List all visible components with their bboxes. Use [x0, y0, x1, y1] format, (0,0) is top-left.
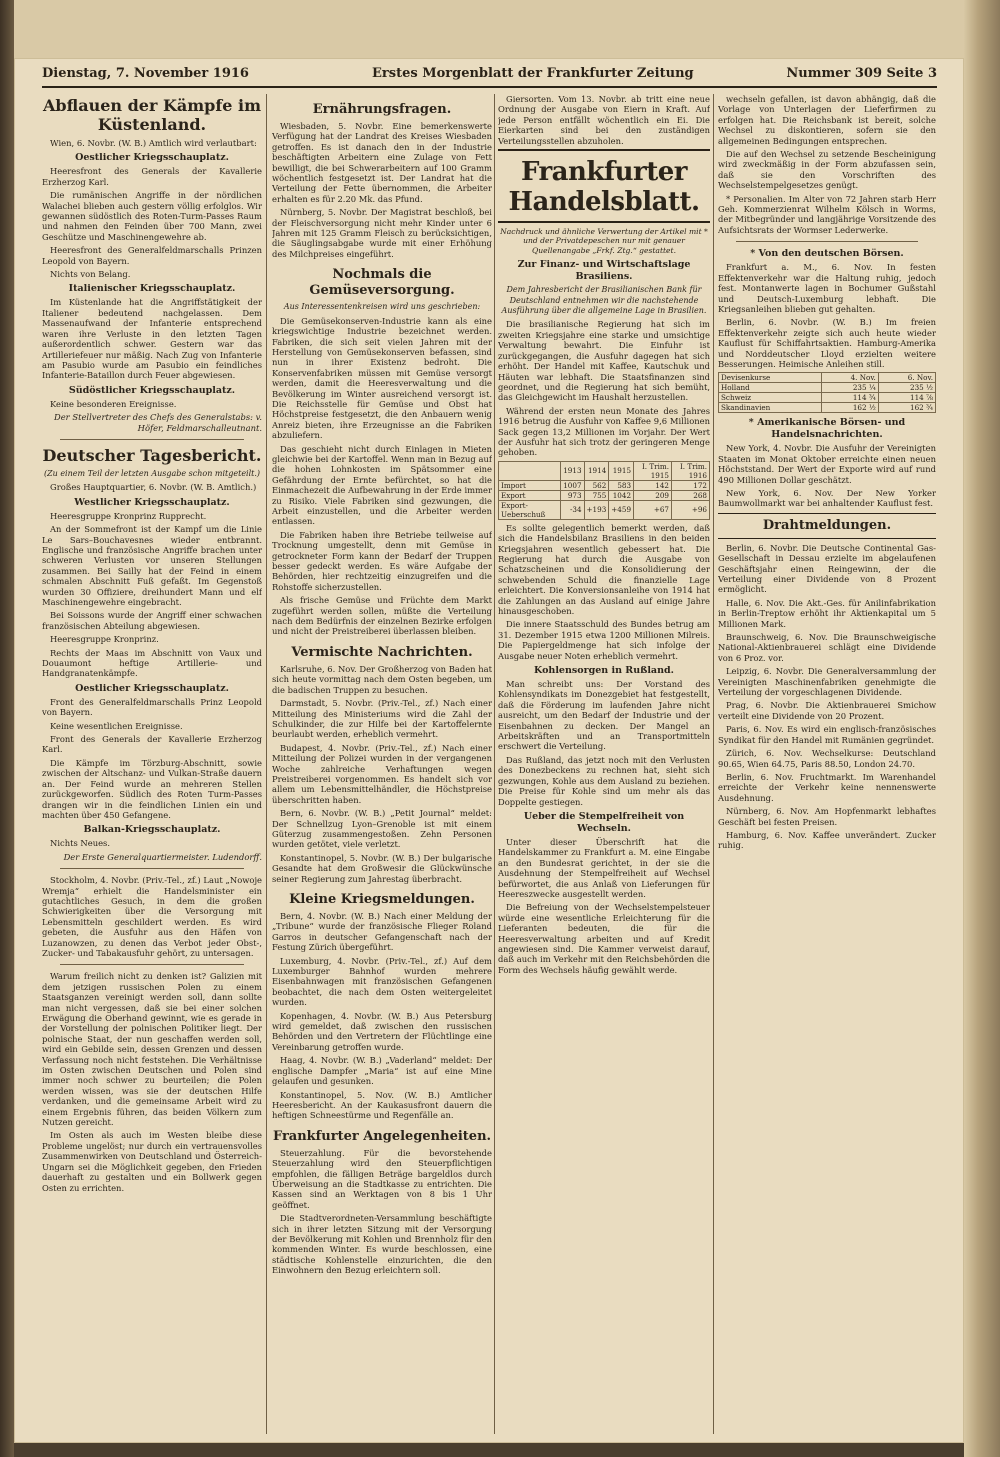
section-heading: Ueber die Stempelfreiheit von Wechseln.: [523, 810, 685, 834]
table-cell: 562: [584, 480, 609, 490]
paragraph: Die Gemüsekonserven-Industrie kann als eine kriegswichtige Industrie bezeichnet werden. Fabriken, die sich seit vielen Jahren mit der Herstellung von Gemüsekonserven befassen, sind nun in ihrer Existenz bedroht. Die Konservenfabriken müssen mit Gemüse versorgt werden, damit die Heeresverwaltung und die Bevölkerung im Winter ausreichend versorgt ist. Die Reichsstelle für Gemüse und Obst hat Höchstpreise festgesetzt, die den Anbauern wenig Anreiz bieten, ihre Erzeugnisse an die Fabriken abzuliefern.: [272, 315, 492, 441]
paragraph: * Personalien. Im Alter von 72 Jahren starb Herr Geh. Kommerzienrat Wilhelm Kölsch in Worms, der Mitbegründer und langjährige Vorsitzende des Aufsichtsrats der Wormser Lederwerke.: [718, 193, 936, 235]
section-heading: Oestlicher Kriegsschauplatz.: [75, 152, 229, 164]
table-cell: 114 ⅞: [878, 393, 935, 403]
paragraph: Die innere Staatsschuld des Bundes betrug am 31. Dezember 1915 etwa 1200 Millionen Milreis. Die Papiergeldmenge hat sich infolge der Ausgabe neuer Noten erheblich vermehrt.: [498, 619, 710, 661]
paragraph: Berlin, 6. Nov. Fruchtmarkt. Im Warenhandel erreichte der Verkehr keine nennenswerte Ausdehnung.: [718, 771, 936, 803]
table-header-cell: 6. Nov.: [878, 373, 935, 383]
headline-ernaehrung: Ernährungsfragen.: [312, 102, 452, 117]
handelsblatt-banner: [498, 149, 710, 223]
paragraph: Leipzig, 6. Novbr. Die Generalversammlung der Vereinigten Maschinenfabriken genehmigte die Verteilung der vorgeschlagenen Dividende.: [718, 666, 936, 698]
paragraph: Front des Generalfeldmarschalls Prinz Leopold von Bayern.: [42, 696, 262, 718]
headline-kuestenland: Abflauen der Kämpfe im Küstenland.: [42, 96, 261, 134]
table-cell: 235 ¼: [821, 383, 878, 393]
paragraph: wechseln gefallen, ist davon abhängig, daß die Vorlage von Unterlagen der Lieferfirmen zu erfolgen hat. Die Reichsbank ist bereit, solche Wechsel zu diskontieren, sofern sie den allgemeinen Bedingungen entsprechen.: [718, 94, 936, 146]
paragraph: Die auf den Wechsel zu setzende Bescheinigung wird zweckmäßig in der Form abzufassen sein, daß sie den Vorschriften des Wechselstempelgesetzes genügt.: [718, 149, 936, 191]
table-header-cell: 1915: [609, 461, 634, 480]
paragraph: Braunschweig, 6. Nov. Die Braunschweigische National-Aktienbrauerei schlägt eine Dividende von 6 Proz. vor.: [718, 632, 936, 663]
paragraph: Haag, 4. Novbr. (W. B.) „Vaderland“ meldet: Der englische Dampfer „Maria“ ist auf eine Mine gelaufen und gesunken.: [272, 1055, 492, 1087]
paragraph: Giersorten. Vom 13. Novbr. ab tritt eine neue Ordnung der Ausgabe von Eiern in Kraft. Auf jede Person entfällt wöchentlich ein Ei. Die Eierkarten sind bei den zuständigen Verteilungsstellen abzuholen.: [498, 94, 710, 146]
paragraph: Bei Soissons wurde der Angriff einer schwachen französischen Abteilung abgewiesen.: [42, 610, 262, 631]
page-stack-edge: [964, 0, 1000, 1457]
subheading: Dem Jahresbericht der Brasilianischen Bank für Deutschland entnehmen wir die nachstehende Ausführung über die allgemeine Lage in Brasilien.: [501, 285, 707, 316]
table-row: [499, 480, 710, 490]
paragraph: Darmstadt, 5. Novbr. (Priv.-Tel., zf.) Nach einer Mitteilung des Ministeriums wird die Zahl der Schulkinder, die zur Hilfe bei der Kartoffelernte beurlaubt werden, erheblich vermehrt.: [272, 698, 492, 740]
paragraph: Nichts Neues.: [50, 838, 111, 849]
table-cell: 1007: [561, 480, 584, 490]
paragraph: Keine besonderen Ereignisse.: [50, 398, 177, 409]
section-heading: Italienischer Kriegsschauplatz.: [68, 283, 236, 295]
table-cell: 142: [634, 480, 672, 490]
separator: [60, 964, 244, 965]
headline-kriegsmeldungen: Kleine Kriegsmeldungen.: [289, 892, 475, 907]
table-cell: 755: [584, 490, 609, 500]
paragraph: Heeresgruppe Kronprinz.: [50, 634, 159, 645]
subheading: Aus Interessentenkreisen wird uns geschrieben:: [283, 302, 481, 312]
table-header-cell: 4. Nov.: [821, 373, 878, 383]
issue-date: Dienstag, 7. November 1916: [42, 66, 249, 81]
paragraph: Es sollte gelegentlich bemerkt werden, daß sich die Handelsbilanz Brasiliens in den beiden Kriegsjahren wesentlich gebessert hat. Die Regierung hat durch die Ausgabe von Schatzscheinen und die Konsolidierung der schwebenden Schuld die finanzielle Lage erleichtert. Die Konversionsanleihe von 1914 hat die Zahlungen an das Ausland auf einige Jahre hinausgeschoben.: [498, 522, 710, 616]
table-row: [719, 383, 936, 393]
paragraph: Die Kämpfe im Törzburg-Abschnitt, sowie zwischen der Altschanz- und Vulkan-Straße dauern an. Der Feind wurde an mehreren Stellen zurückgeworfen. Südlich des Roten Turm-Passes drangen wir in die feindlichen Linien ein und machten über 450 Gefangene.: [42, 757, 262, 820]
table-cell: +459: [609, 500, 634, 519]
paragraph: Zürich, 6. Nov. Wechselkurse: Deutschland 90.65, Wien 64.75, Paris 88.50, London 24.70.: [718, 748, 936, 769]
table-cell: Export: [499, 490, 561, 500]
separator: [736, 241, 918, 242]
table-cell: 268: [672, 490, 710, 500]
paragraph: Frankfurt a. M., 6. Nov. In festen Effektenverkehr war die Haltung ruhig, jedoch fest. Montanwerte lagen in Bochumer Gußstahl und Deutsch-Luxemburg lebhaft. Die Kriegsanleihen blieben gut gehalten.: [718, 262, 936, 314]
paragraph: Rechts der Maas im Abschnitt von Vaux und Douaumont heftige Artillerie- und Handgranatenkämpfe.: [42, 647, 262, 679]
paragraph: Heeresgruppe Kronprinz Rupprecht.: [50, 510, 207, 521]
page-number: Nummer 309 Seite 3: [786, 66, 937, 81]
table-cell: 1042: [609, 490, 634, 500]
paragraph: Großes Hauptquartier, 6. Novbr. (W. B. Amtlich.): [50, 482, 257, 493]
paragraph: Paris, 6. Nov. Es wird ein englisch-französisches Syndikat für den Handel mit Rumänien gegründet.: [718, 724, 936, 745]
paragraph: New York, 4. Novbr. Die Ausfuhr der Vereinigten Staaten im Monat Oktober erreichte einen neuen Höchststand. Der Wert der Exporte wird auf rund 490 Millionen Dollar geschätzt.: [718, 443, 936, 485]
trade-table: [498, 461, 710, 520]
section-heading: * Von den deutschen Börsen.: [750, 248, 904, 260]
copyright-note: Nachdruck und ähnliche Verwertung der Artikel mit * und der Privatdepeschen nur mit genauer Quellenangabe „Frkf. Ztg.“ gestattet.: [500, 227, 708, 255]
table-cell: 162 ½: [821, 403, 878, 413]
table-cell: +193: [584, 500, 609, 519]
table-cell: -34: [561, 500, 584, 519]
section-heading: Zur Finanz- und Wirtschaftslage Brasiliens.: [517, 259, 691, 283]
headline-handelsblatt: Frankfurter Handelsblatt.: [508, 157, 700, 218]
column-1: [42, 94, 262, 1434]
column-3: [498, 94, 710, 1434]
column-rule: [494, 94, 495, 1434]
signature: Der Erste Generalquartiermeister. Ludendorff.: [63, 851, 262, 862]
separator: [60, 439, 244, 440]
paragraph: Die brasilianische Regierung hat sich im zweiten Kriegsjahre eine starke und umsichtige Verwaltung bewahrt. Die Einfuhr ist zurückgegangen, die Ausfuhr dagegen hat sich erhöht. Der Handel mit Kaffee, Kautschuk und Häuten war lebhaft. Die Staatsfinanzen sind geordnet, und die Regierung hat sich bemüht, das Gleichgewicht im Haushalt herzustellen.: [498, 319, 710, 403]
paragraph: Im Osten als auch im Westen bleibe diese Probleme ungelöst; nur durch ein vertrauensvolles Zusammenwirken von Deutschland und Österreich-Ungarn sei die Möglichkeit gegeben, den Frieden dauerhaft zu gestalten und ein Bollwerk gegen Osten zu errichten.: [42, 1130, 262, 1193]
section-heading: Südöstlicher Kriegsschauplatz.: [68, 384, 236, 396]
drahtmeldungen-banner: [718, 513, 936, 539]
table-header-cell: 1913: [561, 461, 584, 480]
paragraph: Budapest, 4. Novbr. (Priv.-Tel., zf.) Nach einer Mitteilung der Polizei wurden in der vergangenen Woche zahlreiche Verhaftungen wegen Preistreiberei vorgenommen. Es handelt sich vor allem um Lebensmittelhändler, die Höchstpreise überschritten haben.: [272, 742, 492, 805]
table-cell: 583: [609, 480, 634, 490]
paragraph: Heeresfront des Generals der Kavallerie Erzherzog Karl.: [42, 166, 262, 187]
masthead-rule: [42, 86, 937, 88]
table-header-cell: [499, 461, 561, 480]
separator: [60, 868, 244, 869]
paragraph: Die rumänischen Angriffe in der nördlichen Walachei blieben auch gestern völlig erfolglos. Wir gewannen südöstlich des Roten-Turm-Passes Raum und nahmen den Feinden über 700 Mann, zwei Geschütze und Maschinengewehre ab.: [42, 190, 262, 242]
table-cell: Schweiz: [719, 393, 822, 403]
headline-gemuese: Nochmals die Gemüseversorgung.: [309, 267, 455, 299]
table-header-cell: I. Trim. 1915: [634, 461, 672, 480]
table-cell: 162 ¾: [878, 403, 935, 413]
section-heading: Oestlicher Kriegsschauplatz.: [75, 682, 229, 694]
section-heading: * Amerikanische Börsen- und Handelsnachrichten.: [748, 417, 906, 441]
paragraph: Während der ersten neun Monate des Jahres 1916 betrug die Ausfuhr von Kaffee 9,6 Millionen Sack gegen 13,2 Millionen im Vorjahr. Der Wert der Ausfuhr hat sich trotz der geringeren Menge gehoben.: [498, 405, 710, 458]
paragraph: Luxemburg, 4. Novbr. (Priv.-Tel., zf.) Auf dem Luxemburger Bahnhof wurden mehrere Eisenbahnwagen mit französischen Gefangenen beobachtet, die nach dem Osten weitergeleitet wurden.: [272, 955, 492, 1008]
paragraph: Bern, 4. Novbr. (W. B.) Nach einer Meldung der „Tribune“ wurde der französische Flieger Roland Garros in deutscher Gefangenschaft nach der Festung Zürich übergeführt.: [272, 911, 492, 953]
paragraph: Kopenhagen, 4. Novbr. (W. B.) Aus Petersburg wird gemeldet, daß zwischen den russischen Behörden und den Vertretern der Flüchtlinge eine Vereinbarung getroffen wurde.: [272, 1010, 492, 1052]
column-4: [718, 94, 936, 1434]
table-header-cell: Devisenkurse: [719, 373, 822, 383]
section-heading: Balkan-Kriegsschauplatz.: [83, 824, 221, 836]
headline-tagesbericht: Deutscher Tagesbericht.: [42, 445, 262, 465]
table-cell: 235 ½: [878, 383, 935, 393]
table-cell: Holland: [719, 383, 822, 393]
masthead: [42, 62, 937, 84]
table-cell: Export-Ueberschuß: [499, 500, 561, 519]
table-cell: 209: [634, 490, 672, 500]
table-header-cell: 1914: [584, 461, 609, 480]
table-cell: Skandinavien: [719, 403, 822, 413]
paragraph: Im Küstenlande hat die Angriffstätigkeit der Italiener bedeutend nachgelassen. Dem Massenaufwand der Infanterie entsprechend waren ihre Verluste in den letzten Tagen außerordentlich schwer. Gestern war das Artilleriefeuer nur mäßig. Nach Zug von Infanterie am Pasubio wurde am Pasubio ein feindliches Infanterie-Bataillon durch Feuer abgewiesen.: [42, 297, 262, 381]
paragraph: Nichts von Belang.: [50, 269, 131, 280]
table-row: [499, 500, 710, 519]
table-header-row: [719, 373, 936, 383]
paragraph: Hamburg, 6. Nov. Kaffee unverändert. Zucker ruhig.: [718, 829, 936, 851]
table-cell: +96: [672, 500, 710, 519]
paragraph: Als frische Gemüse und Früchte dem Markt zugeführt werden sollen, müßte die Verteilung nach dem Bedürfnis der einzelnen Bezirke erfolgen und nicht der Preistreiberei überlassen bleiben.: [272, 595, 492, 637]
headline-frankfurter-angelegenheiten: Frankfurter Angelegenheiten.: [272, 1128, 492, 1144]
paragraph: An der Sommefront ist der Kampf um die Linie Le Sars–Bouchavesnes wieder entbrannt. Englische und französische Angriffe brachen unter schweren Verlusten vor unseren Stellungen zusammen. Bei Sailly hat der Feind in einem schmalen Abschnitt Fuß gefaßt. Im Gegenstoß wurden 30 Offiziere, dreihundert Mann und elf Maschinengewehre eingebracht.: [42, 524, 262, 607]
section-heading: Westlicher Kriegsschauplatz.: [74, 496, 230, 508]
table-cell: +67: [634, 500, 672, 519]
signature: Der Stellvertreter des Chefs des Generalstabs: v. Höfer, Feldmarschalleutnant.: [54, 412, 262, 433]
paragraph: Steuerzahlung. Für die bevorstehende Steuerzahlung wird den Steuerpflichtigen empfohlen, die fälligen Beträge bargeldlos durch Überweisung an die Stadtkasse zu entrichten. Die Kassen sind an Werktagen von 8 bis 1 Uhr geöffnet.: [272, 1147, 492, 1210]
exchange-rate-table: [718, 372, 936, 413]
paragraph: Nürnberg, 6. Nov. Am Hopfenmarkt lebhaftes Geschäft bei festen Preisen.: [718, 806, 936, 827]
table-row: [719, 403, 936, 413]
paragraph: Konstantinopel, 5. Nov. (W. B.) Amtlicher Heeresbericht. An der Kaukasusfront dauern die heftigen Schneestürme und Regenfälle an.: [272, 1089, 492, 1121]
table-header-cell: I. Trim. 1916: [672, 461, 710, 480]
page-binding-edge: [0, 0, 14, 1457]
paragraph: Warum freilich nicht zu denken ist? Galizien mit dem jetzigen russischen Polen zu einem Staatsganzen vereinigt werden soll, dann sollte man nicht vergessen, daß sie bei einer solchen Erwägung die Oberhand gewinnt, wie es gerade in der Vorstellung der polnischen Politiker liegt. Der polnische Staat, der nun geschaffen werden soll, wird ein Gebilde sein, dessen Grenzen und dessen Verfassung noch nicht feststehen. Die Verhältnisse im Osten zwischen Deutschen und Polen sind immer noch schwer zu beurteilen; die Polen werden wissen, was sie der deutschen Hilfe verdanken, und die gemeinsame Arbeit wird zu einem Ergebnis führen, das beiden Völkern zum Nutzen gereicht.: [42, 971, 262, 1128]
paragraph: Berlin, 6. Novbr. Die Deutsche Continental Gas-Gesellschaft in Dessau erzielte im abgelaufenen Geschäftsjahr einen Reingewinn, der die Verteilung einer Dividende von 8 Prozent ermöglicht.: [718, 542, 936, 595]
paragraph: Die Fabriken haben ihre Betriebe teilweise auf Trocknung umgestellt, denn mit Gemüse in getrockneter Form kann der Bedarf der Truppen besser gedeckt werden. Es wäre Aufgabe der Behörden, hier rechtzeitig einzugreifen und die Rohstoffe sicherzustellen.: [272, 529, 492, 592]
paragraph: Konstantinopel, 5. Novbr. (W. B.) Der bulgarische Gesandte hat dem Großwesir die Glückwünsche seiner Regierung zum Jahrestag überbracht.: [272, 852, 492, 884]
paragraph: Unter dieser Überschrift hat die Handelskammer zu Frankfurt a. M. eine Eingabe an den Bundesrat gerichtet, in der sie die Ausdehnung der Stempelfreiheit auf Wechsel befürwortet, die aus Anlaß von Lieferungen für Heereszwecke ausgestellt werden.: [498, 836, 710, 899]
table-cell: 114 ¾: [821, 393, 878, 403]
paragraph: Die Befreiung von der Wechselstempelsteuer würde eine wesentliche Erleichterung für die Lieferanten bedeuten, die für die Heeresverwaltung arbeiten und auf Kredit angewiesen sind. Die Kammer verweist darauf, daß auch im Verkehr mit den Reichsbehörden die Form des Wechsels häufig gewählt werde.: [498, 902, 710, 975]
table-cell: 973: [561, 490, 584, 500]
newspaper-title: Erstes Morgenblatt der Frankfurter Zeitung: [372, 66, 694, 81]
paragraph: Karlsruhe, 6. Nov. Der Großherzog von Baden hat sich heute vormittag nach dem Osten begeben, um die badischen Truppen zu besuchen.: [272, 663, 492, 695]
paragraph: Wien, 6. Novbr. (W. B.) Amtlich wird verlautbart:: [50, 138, 257, 148]
paragraph: Heeresfront des Generalfeldmarschalls Prinzen Leopold von Bayern.: [42, 245, 262, 266]
column-rule: [713, 94, 714, 1434]
paragraph: Front des Generals der Kavallerie Erzherzog Karl.: [42, 734, 262, 755]
paragraph: Halle, 6. Nov. Die Akt.-Ges. für Anilinfabrikation in Berlin-Treptow erhöht ihr Aktienkapital um 5 Millionen Mark.: [718, 597, 936, 629]
paragraph: Berlin, 6. Novbr. (W. B.) Im freien Effektenverkehr zeigte sich auch heute wieder Kauflust für Schiffahrtsaktien. Hamburg-Amerika und Norddeutscher Lloyd erzielten weitere Besserungen. Heimische Anleihen still.: [718, 317, 936, 369]
paragraph: Keine wesentlichen Ereignisse.: [50, 720, 183, 731]
table-row: [719, 393, 936, 403]
paragraph: Bern, 6. Novbr. (W. B.) „Petit Journal“ meldet: Der Schnellzug Lyon–Grenoble ist mit einem Güterzug zusammengestoßen. Zehn Personen wurden getötet, viele verletzt.: [272, 808, 492, 850]
paragraph: Nürnberg, 5. Novbr. Der Magistrat beschloß, bei der Fleischversorgung nicht mehr Kinder unter 6 Jahren mit 125 Gramm Fleisch zu berücksichtigen, die Säuglingsabgabe wurde mit einer Erhöhung des Milchpreises eingeführt.: [272, 207, 492, 259]
table-cell: Import: [499, 480, 561, 490]
paragraph: Man schreibt uns: Der Vorstand des Kohlensyndikats im Donezgebiet hat festgestellt, daß die Förderung im laufenden Jahre nicht ausreicht, um den Bedarf der Industrie und der Eisenbahnen zu decken. Der Mangel an Arbeitskräften und an Transportmitteln erschwert die Verteilung.: [498, 679, 710, 752]
table-row: [499, 490, 710, 500]
paragraph: Wiesbaden, 5. Novbr. Eine bemerkenswerte Verfügung hat der Landrat des Kreises Wiesbaden getroffen. Es ist danach den in der Industrie beschäftigten Arbeitern eine Zulage von Fett bewilligt, die bei Schwerarbeitern auf 100 Gramm wöchentlich festgesetzt ist. Der Landrat hat die Verteilung der Fette übernommen, die Arbeiter erhalten es für 2.20 Mk. das Pfund.: [272, 121, 492, 204]
paragraph: Prag, 6. Novbr. Die Aktienbrauerei Smichow verteilt eine Dividende von 20 Prozent.: [718, 700, 936, 721]
paragraph: Stockholm, 4. Novbr. (Priv.-Tel., zf.) Laut „Nowoje Wremja“ erhielt die Handelsminister ein gutachtliches Gesuch, in dem die großen Schwierigkeiten über die Versorgung mit Lebensmitteln geschildert werden. Es wird gebeten, die Ausfuhr aus den Häfen von Luzanowzen, zu denen das Verbot jeder Obst-, Zucker- und Tabakausfuhr gehört, zu untersagen.: [42, 875, 262, 958]
paragraph: Das Rußland, das jetzt noch mit den Verlusten des Donezbeckens zu rechnen hat, sieht sich gezwungen, Kohle aus dem Ausland zu beziehen. Die Preise für Kohle sind um mehr als das Doppelte gestiegen.: [498, 754, 710, 807]
column-rule: [266, 94, 267, 1434]
paragraph: Das geschieht nicht durch Einlagen in Mieten gleichwie bei der Kartoffel. Wenn man in Bezug auf die hohen Lohnkosten im Spätsommer eine Gefährdung der Ernte befürchtet, so hat die Einmachezeit die Aufbewahrung in der Erde immer zu Risiko. Viele Fabriken sind gezwungen, die Arbeit einzustellen, und die Arbeiter werden entlassen.: [272, 443, 492, 527]
paragraph: New York, 6. Nov. Der New Yorker Baumwollmarkt war bei anhaltender Kauflust fest.: [718, 487, 936, 509]
table-cell: 172: [672, 480, 710, 490]
headline-vermischte: Vermischte Nachrichten.: [291, 644, 473, 660]
column-2: [272, 94, 492, 1434]
table-header-row: [499, 461, 710, 480]
section-heading: Kohlensorgen in Rußland.: [534, 665, 674, 677]
subheading: (Zu einem Teil der letzten Ausgabe schon mitgeteilt.): [43, 468, 261, 478]
scan-top-margin: [14, 0, 964, 58]
paragraph: Die Stadtverordneten-Versammlung beschäftigte sich in ihrer letzten Sitzung mit der Versorgung der Bevölkerung mit Kohlen und Brennholz für den kommenden Winter. Es wurde beschlossen, eine städtische Kohlenstelle einzurichten, die den Einwohnern den Bezug erleichtern soll.: [272, 1213, 492, 1276]
headline-drahtmeldungen: Drahtmeldungen.: [762, 517, 892, 533]
newspaper-page: [14, 58, 964, 1443]
